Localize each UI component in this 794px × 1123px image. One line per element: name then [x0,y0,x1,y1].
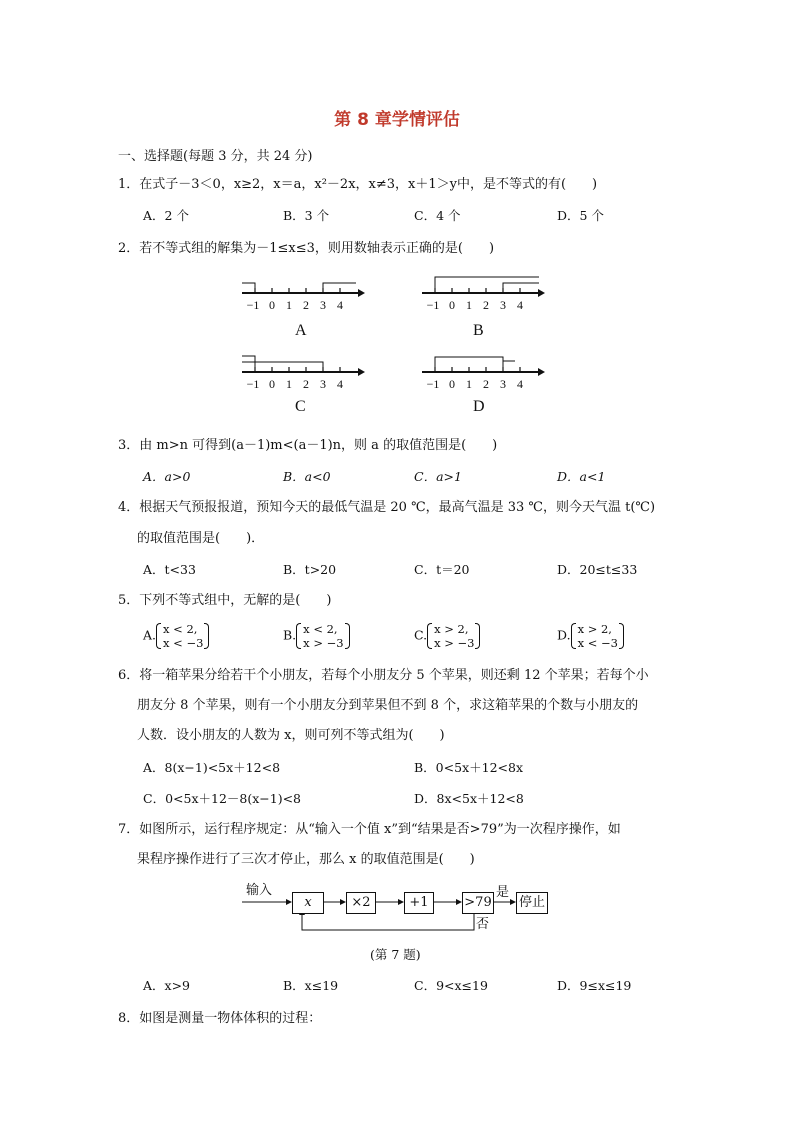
tick-label: −1 [246,298,260,312]
number-line-label-c: C [295,398,306,415]
tick-label: 1 [466,377,472,391]
tick-label: 3 [320,298,326,312]
q1-option-c: C．4 个 [414,208,461,223]
question-8-stem: 8．如图是测量一物体体积的过程： [118,1011,322,1026]
q5-option-letter: B. [283,627,297,643]
tick-label: 0 [449,377,455,391]
inequality-system: x > 2, x < −3 [571,622,624,650]
question-7-stem-cont: 果程序操作进行了三次才停止，那么 x 的取值范围是( ) [137,852,475,867]
inequality-system: x < 2, x > −3 [296,622,349,650]
tick-label: 1 [466,298,472,312]
q6-option-b: B．0<5x＋12<8x [414,760,523,775]
question-6-stem: 6．将一箱苹果分给若干个小朋友，若每个小朋友分 5 个苹果，则还剩 12 个苹果；若每个小 [118,668,649,683]
tick-label: −1 [426,377,440,391]
inequality-system: x > 2, x > −3 [427,622,480,650]
q5-option-b [283,622,350,650]
flow-box-multiply: ×2 [346,892,376,914]
number-line-label-b: B [473,322,484,339]
tick-label: 0 [269,298,275,312]
tick-label: 4 [337,377,343,391]
q5-option-letter: A. [143,627,157,643]
tick-label: 0 [269,377,275,391]
tick-label: −1 [426,298,440,312]
number-line-label-a: A [295,322,307,339]
tick-label: 1 [286,377,292,391]
number-line-d [418,351,548,393]
q3-option-a: A．a>0 [143,469,191,484]
q1-option-d: D．5 个 [557,208,604,223]
q1-option-a: A．2 个 [143,208,189,223]
q7-option-d: D．9≤x≤19 [557,978,632,993]
question-6-stem-cont: 朋友分 8 个苹果，则有一个小朋友分到苹果但不到 8 个，求这箱苹果的个数与小朋友的 [137,698,639,713]
q5-option-letter: C. [414,627,428,643]
tick-label: 3 [320,377,326,391]
figure-caption: (第 7 题) [370,947,421,962]
q5-option-c [414,622,480,650]
page-title: 第 8 章学情评估 [334,110,460,130]
tick-label: 3 [500,377,506,391]
q5-option-a [143,622,209,650]
question-4-stem-cont: 的取值范围是( )． [137,531,265,546]
tick-label: 4 [517,377,523,391]
q4-option-a: A．t<33 [143,562,196,577]
flow-input-label: 输入 [246,883,273,898]
q7-option-a: A．x>9 [143,978,191,993]
q5-option-d [557,622,624,650]
number-line-b [418,272,548,316]
tick-label: −1 [246,377,260,391]
program-flowchart [238,878,558,938]
tick-label: 4 [517,298,523,312]
flow-box-compare: >79 [462,892,494,914]
flow-box-add: +1 [404,892,434,914]
q6-option-c: C．0<5x＋12－8(x−1)<8 [143,791,302,806]
tick-label: 3 [500,298,506,312]
question-2-stem: 2．若不等式组的解集为－1≤x≤3，则用数轴表示正确的是( ) [118,241,495,256]
number-line-label-d: D [473,398,485,415]
question-6-stem-cont2: 人数．设小朋友的人数为 x，则可列不等式组为( ) [137,728,445,743]
tick-label: 2 [483,377,489,391]
number-line-a [238,276,368,316]
q6-option-a: A．8(x−1)<5x＋12<8 [143,760,281,775]
q7-option-b: B．x≤19 [283,978,339,993]
tick-label: 2 [483,298,489,312]
question-3-stem: 3．由 m>n 可得到(a－1)m<(a－1)n，则 a 的取值范围是( ) [118,438,498,453]
q5-option-letter: D. [557,627,571,643]
section-heading: 一、选择题(每题 3 分，共 24 分) [118,149,313,164]
question-5-stem: 5．下列不等式组中，无解的是( ) [118,593,332,608]
flow-no-label: 否 [476,917,490,932]
q1-option-b: B．3 个 [283,208,330,223]
tick-label: 2 [303,377,309,391]
q3-option-b: B．a<0 [283,469,331,484]
inequality-system: x < 2, x < −3 [156,622,209,650]
flow-yes-label: 是 [496,885,510,900]
tick-label: 2 [303,298,309,312]
tick-label: 0 [449,298,455,312]
q3-option-d: D．a<1 [557,469,606,484]
q4-option-c: C．t＝20 [414,562,470,577]
question-1-stem: 1．在式子－3＜0，x≥2，x＝a，x²－2x，x≠3，x＋1＞y中，是不等式的有( ) [118,177,598,192]
flow-box-x: x [292,892,324,914]
q3-option-c: C．a>1 [414,469,462,484]
tick-label: 1 [286,298,292,312]
question-4-stem: 4．根据天气预报报道，预知今天的最低气温是 20 ℃，最高气温是 33 ℃，则今天气温 t(℃) [118,500,656,515]
q4-option-d: D．20≤t≤33 [557,562,638,577]
question-7-stem: 7．如图所示，运行程序规定：从“输入一个值 x”到“结果是否>79”为一次程序操作，如 [118,822,621,837]
flow-box-stop: 停止 [516,892,548,914]
number-line-c [238,351,368,393]
q7-option-c: C．9<x≤19 [414,978,488,993]
q4-option-b: B．t>20 [283,562,337,577]
q6-option-d: D．8x<5x＋12<8 [414,791,524,806]
tick-label: 4 [337,298,343,312]
